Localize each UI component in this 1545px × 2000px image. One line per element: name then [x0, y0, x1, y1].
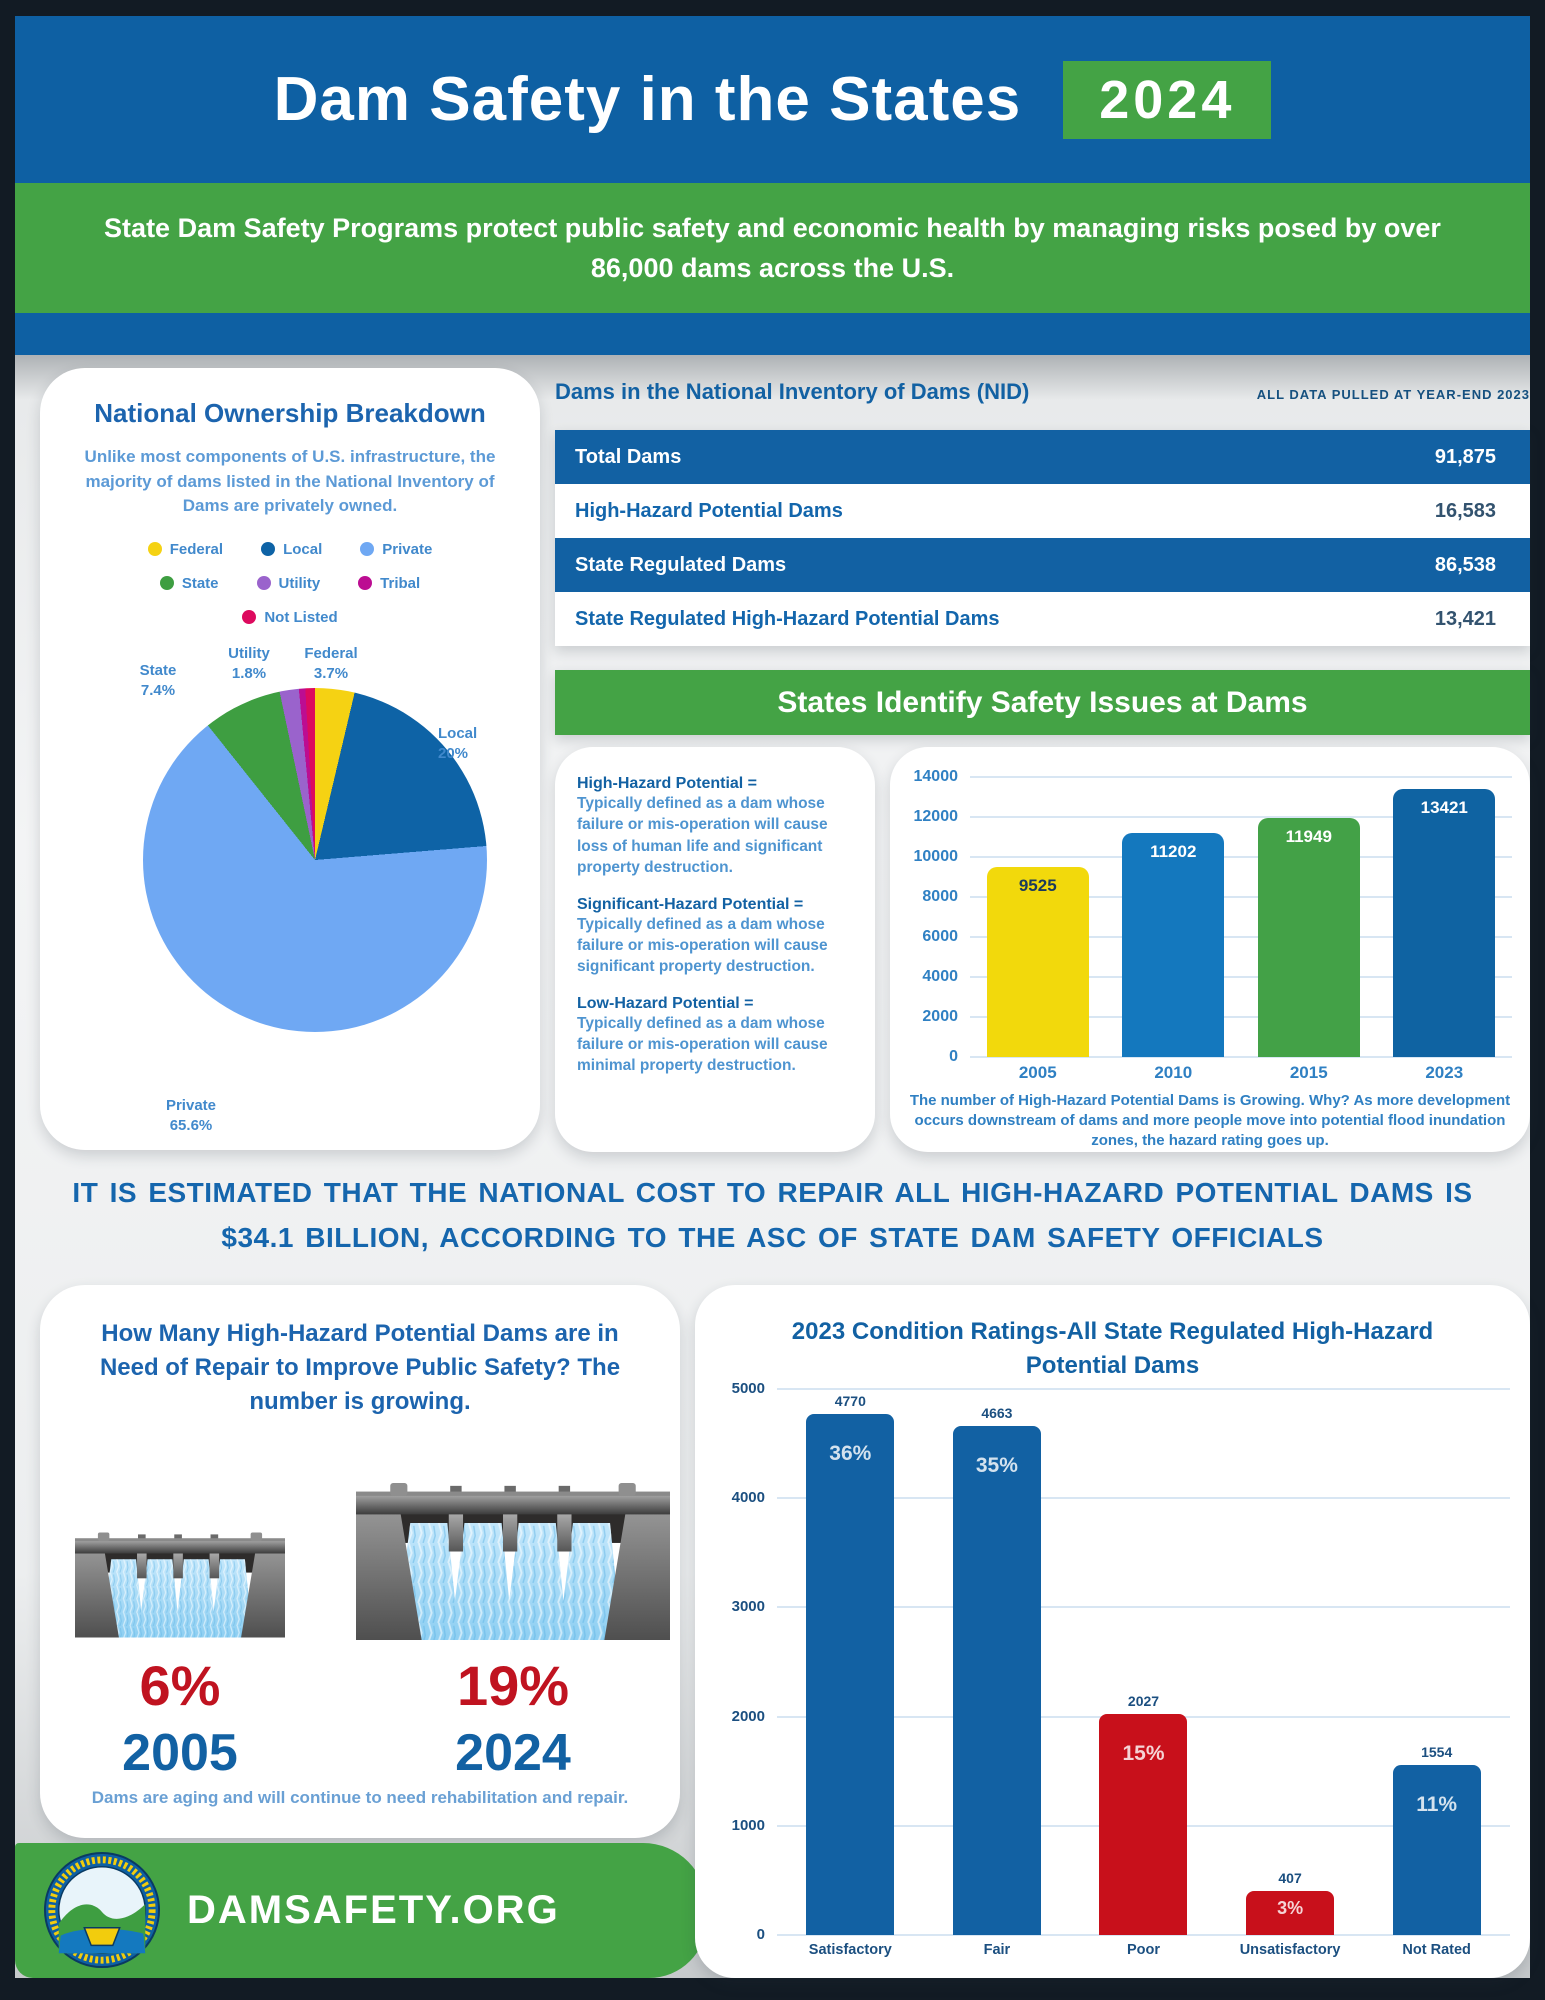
- definition-block: Significant-Hazard Potential = Typically defined as a dam whose failure or mis-operation will cause significant property destruction.: [577, 895, 828, 976]
- not-listed-dot-icon: [242, 610, 256, 624]
- bar-fair: 4663 35%: [953, 1426, 1041, 1935]
- conditions-y-axis: 5000 4000 3000 2000 1000 0: [731, 1380, 765, 1943]
- growth-chart-plot: [970, 777, 1512, 1057]
- bar-not-rated: 1554 11%: [1393, 1765, 1481, 1935]
- repair-caption: Dams are aging and will continue to need rehabilitation and repair.: [91, 1788, 629, 1807]
- pie-label-federal: Federal 3.7%: [304, 645, 358, 682]
- repair-pct-2005: 6%: [139, 1654, 221, 1717]
- pie-label-utility: Utility 1.8%: [228, 645, 270, 682]
- conditions-x-axis: Satisfactory Fair Poor Unsatisfactory Not Rated: [808, 1942, 1471, 1958]
- table-row: State Regulated High-Hazard Potential Dams 13,421: [555, 592, 1530, 646]
- growth-x-axis: 2005 2010 2015 2023: [1018, 1063, 1464, 1082]
- growth-y-axis: 14000 12000 10000 8000 6000 4000 2000 0: [913, 768, 958, 1065]
- footer-bar: [15, 1843, 707, 1978]
- legend-item-state: State: [160, 575, 219, 592]
- definition-block: High-Hazard Potential = Typically defined as a dam whose failure or mis-operation will cause loss of human life and significant property destruction.: [577, 775, 828, 877]
- legend-item-utility: Utility: [257, 575, 321, 592]
- legend-item-private: Private: [360, 541, 432, 558]
- local-dot-icon: [261, 542, 275, 556]
- conditions-chart-title: 2023 Condition Ratings-All State Regulated High-Hazard Potential Dams: [791, 1318, 1434, 1380]
- ownership-description: Unlike most components of U.S. infrastructure, the majority of dams listed in the National Inventory of Dams are privately owned.: [84, 447, 496, 516]
- pie-legend-row-2: [40, 575, 540, 592]
- footer-url: DAMSAFETY.ORG: [187, 1888, 560, 1932]
- pie-label-private: Private 65.6%: [165, 1097, 217, 1134]
- table-row: Total Dams 91,875: [555, 430, 1530, 484]
- bar-2023: 13421: [1393, 789, 1495, 1057]
- year-badge: 2024: [1063, 61, 1271, 139]
- growth-chart-card: [890, 747, 1530, 1152]
- private-dot-icon: [360, 542, 374, 556]
- conditions-chart-card: [695, 1285, 1530, 1978]
- tribal-dot-icon: [358, 576, 372, 590]
- state-dot-icon: [160, 576, 174, 590]
- pie-legend-row-3: [40, 609, 540, 626]
- bar-2005: 9525: [987, 867, 1089, 1058]
- repair-card: [40, 1285, 680, 1838]
- legend-item-tribal: Tribal: [358, 575, 420, 592]
- definition-block: Low-Hazard Potential = Typically defined as a dam whose failure or mis-operation will cause minimal property destruction.: [577, 994, 828, 1075]
- repair-pct-2024: 19%: [456, 1654, 570, 1717]
- cost-statement: IT IS ESTIMATED THAT THE NATIONAL COST TO REPAIR ALL HIGH-HAZARD POTENTIAL DAMS IS $34.1 BILLION, ACCORDING TO THE ASC OF STATE DAM SAFETY OFFICIALS: [72, 1177, 1473, 1254]
- bar-poor: 2027 15%: [1099, 1714, 1187, 1935]
- nid-table: [555, 430, 1530, 646]
- repair-title: How Many High-Hazard Potential Dams are in Need of Repair to Improve Public Safety? The number is growing.: [99, 1320, 621, 1416]
- content-area: [15, 355, 1530, 1978]
- repair-year-2005: 2005: [122, 1724, 238, 1782]
- repair-year-2024: 2024: [455, 1724, 571, 1782]
- nid-table-header: [555, 379, 1530, 405]
- pie-legend-row-1: [40, 541, 540, 558]
- conditions-chart-plot: [777, 1389, 1510, 1935]
- utility-dot-icon: [257, 576, 271, 590]
- legend-item-not-listed: Not Listed: [242, 609, 337, 626]
- nid-title: Dams in the National Inventory of Dams (NID): [555, 379, 1030, 404]
- section-banner: States Identify Safety Issues at Dams: [555, 670, 1530, 735]
- pie-label-local: Local 20%: [438, 725, 478, 762]
- divider-strip: [15, 313, 1530, 355]
- pie-label-state: State 7.4%: [139, 662, 177, 699]
- growth-chart-caption: The number of High-Hazard Potential Dams is Growing. Why? As more development occurs downstream of dams and more people move into potential flood inundation zones, the hazard rating goes up.: [909, 1092, 1511, 1149]
- federal-dot-icon: [148, 542, 162, 556]
- ownership-title: National Ownership Breakdown: [94, 398, 486, 428]
- definitions-card: [555, 747, 875, 1152]
- page-title: Dam Safety in the States: [273, 65, 1022, 134]
- header-band: [15, 16, 1530, 183]
- bar-unsatisfactory: 407 3%: [1246, 1891, 1334, 1935]
- table-row: State Regulated Dams 86,538: [555, 538, 1530, 592]
- bar-2015: 11949: [1258, 818, 1360, 1057]
- subtitle-text: State Dam Safety Programs protect public safety and economic health by managing risks posed by over 86,000 dams across the U.S.: [104, 212, 1441, 283]
- table-row: High-Hazard Potential Dams 16,583: [555, 484, 1530, 538]
- ownership-pie-chart: [143, 688, 487, 1032]
- dam-illustration-small: [75, 1530, 285, 1640]
- dam-illustration-large: [352, 1483, 674, 1640]
- subtitle-band: [15, 183, 1530, 313]
- bar-2010: 11202: [1122, 833, 1224, 1057]
- asdso-seal-logo: [43, 1851, 161, 1969]
- legend-item-federal: Federal: [148, 541, 223, 558]
- ownership-card: [40, 368, 540, 1150]
- legend-item-local: Local: [261, 541, 322, 558]
- bar-satisfactory: 4770 36%: [806, 1414, 894, 1935]
- nid-note: ALL DATA PULLED AT YEAR-END 2023: [1256, 387, 1530, 402]
